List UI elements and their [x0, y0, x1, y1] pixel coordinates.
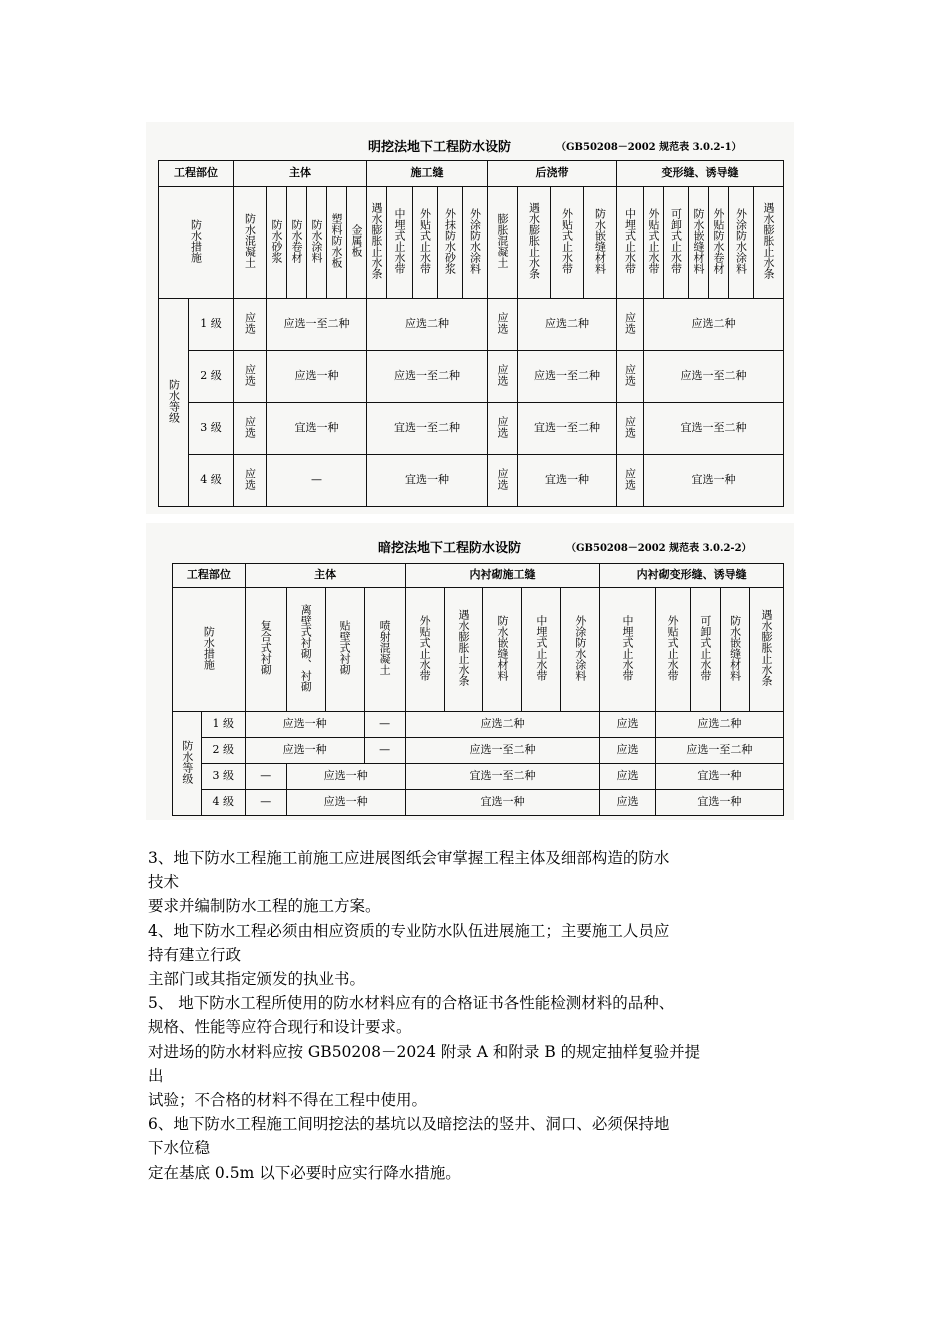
measure-cell: 贴壁式衬砌 — [325, 588, 364, 712]
open-cut-waterproofing-table — [146, 122, 794, 514]
measure-cell: 喷射混凝土 — [364, 588, 405, 712]
table1-standard: （GB50208－2002 规范表 3.0.2-1） — [556, 142, 742, 153]
measure-cell: 外涂防水涂料 — [561, 588, 600, 712]
value-cell: 应选 — [600, 712, 655, 738]
measure-cell: 外贴式止水带 — [655, 588, 690, 712]
measures-header: 防水措施 — [159, 187, 234, 299]
part-header: 工程部位 — [173, 564, 246, 588]
paragraph-line: 试验；不合格的材料不得在工程中使用。 — [148, 1091, 428, 1110]
value-cell: 应选一至二种 — [405, 738, 600, 764]
measure-cell: 防水嵌缝材料 — [689, 187, 709, 299]
measure-cell: 金属板 — [347, 187, 367, 299]
grade-header: 防水等级 — [159, 299, 189, 507]
measure-cell: 外贴防水卷材 — [709, 187, 729, 299]
value-cell: — — [245, 790, 286, 816]
measure-cell: 防水涂料 — [307, 187, 327, 299]
value-cell: 应选二种 — [405, 712, 600, 738]
value-cell: 宜选一种 — [405, 790, 600, 816]
paragraph-line: 主部门或其指定颁发的执业书。 — [148, 970, 366, 989]
value-cell: — — [364, 712, 405, 738]
table-row — [159, 455, 784, 507]
paragraph-line: 6、地下防水工程施工间明挖法的基坑以及暗挖法的竖井、洞口、必须保持地 — [148, 1115, 670, 1134]
value-cell: 应选一种 — [245, 712, 364, 738]
measure-cell: 防水嵌缝材料 — [584, 187, 617, 299]
paragraph-line: 出 — [148, 1066, 164, 1085]
value-cell: 应选 — [234, 299, 267, 351]
value-cell: 应选 — [234, 455, 267, 507]
value-cell: 应选一至二种 — [367, 351, 488, 403]
paragraph-line: 5、 地下防水工程所使用的防水材料应有的合格证书各性能检测材料的品种、 — [148, 994, 675, 1013]
group-header: 变形缝、诱导缝 — [617, 161, 784, 187]
measure-cell: 遇水膨胀止水条 — [518, 187, 551, 299]
value-cell: 宜选一至二种 — [644, 403, 784, 455]
paragraph-line: 持有建立行政 — [148, 945, 242, 964]
measures-header: 防水措施 — [173, 588, 246, 712]
value-cell: — — [364, 738, 405, 764]
measure-cell: 外贴式止水带 — [413, 187, 438, 299]
paragraph-line: 技术 — [148, 873, 180, 892]
value-cell: 宜选一种 — [518, 455, 617, 507]
table-row — [173, 712, 784, 738]
value-cell: 应选 — [600, 738, 655, 764]
table-row — [173, 738, 784, 764]
measure-cell: 外贴式止水带 — [551, 187, 584, 299]
measure-cell: 中埋式止水带 — [600, 588, 655, 712]
table2-standard: （GB50208－2002 规范表 3.0.2-2） — [566, 543, 752, 554]
measure-cell: 外涂防水涂料 — [729, 187, 754, 299]
value-cell: 应选二种 — [644, 299, 784, 351]
grade-header: 防水等级 — [173, 712, 202, 816]
value-cell: 宜选一种 — [367, 455, 488, 507]
grade-cell: 1 级 — [189, 299, 234, 351]
measure-cell: 复合式衬砌 — [245, 588, 286, 712]
value-cell: 应选二种 — [367, 299, 488, 351]
measure-cell: 遇水膨胀止水条 — [367, 187, 387, 299]
grade-cell: 3 级 — [201, 764, 245, 790]
group-header: 施工缝 — [367, 161, 488, 187]
value-cell: 应选二种 — [655, 712, 783, 738]
table-row — [159, 403, 784, 455]
paragraph-line: 下水位稳 — [148, 1139, 211, 1158]
value-cell: 宜选一种 — [655, 790, 783, 816]
measure-cell: 中埋式止水带 — [522, 588, 561, 712]
measure-cell: 塑料防水板 — [327, 187, 347, 299]
value-cell: 应选 — [234, 403, 267, 455]
value-cell: 应选 — [488, 403, 518, 455]
value-cell: 应选 — [617, 299, 644, 351]
measure-cell: 遇水膨胀止水条 — [749, 588, 783, 712]
value-cell: 应选 — [488, 351, 518, 403]
paragraph-line: 定在基底 0.5m 以下必要时应实行降水措施。 — [148, 1163, 461, 1182]
value-cell: 应选 — [617, 455, 644, 507]
measure-cell: 防水卷材 — [287, 187, 307, 299]
value-cell: 宜选一种 — [655, 764, 783, 790]
table2-title: 暗挖法地下工程防水设防 — [378, 541, 522, 556]
value-cell: 应选一种 — [286, 790, 405, 816]
value-cell: 宜选一种 — [644, 455, 784, 507]
value-cell: 应选 — [488, 299, 518, 351]
value-cell: 应选一至二种 — [644, 351, 784, 403]
value-cell: 宜选一至二种 — [518, 403, 617, 455]
group-header: 主体 — [234, 161, 367, 187]
value-cell: 应选一至二种 — [518, 351, 617, 403]
measure-cell: 外涂防水涂料 — [463, 187, 488, 299]
measure-cell: 中埋式止水带 — [617, 187, 644, 299]
table2-grid — [172, 563, 784, 816]
table-row — [159, 351, 784, 403]
value-cell: 应选 — [488, 455, 518, 507]
measure-cell: 防水嵌缝材料 — [483, 588, 522, 712]
measure-cell: 外抹防水砂浆 — [438, 187, 463, 299]
measure-cell: 膨胀混凝土 — [488, 187, 518, 299]
group-header: 主体 — [245, 564, 405, 588]
body-text — [148, 846, 798, 1185]
grade-cell: 1 级 — [201, 712, 245, 738]
part-header: 工程部位 — [159, 161, 234, 187]
value-cell: 应选 — [600, 790, 655, 816]
measure-cell: 外贴式止水带 — [405, 588, 444, 712]
measure-cell: 可卸式止水带 — [690, 588, 721, 712]
value-cell: 应选 — [234, 351, 267, 403]
measure-cell: 外贴式止水带 — [644, 187, 664, 299]
measure-cell: 防水砂浆 — [267, 187, 287, 299]
value-cell: 应选一至二种 — [655, 738, 783, 764]
value-cell: 宜选一种 — [267, 403, 367, 455]
value-cell: 应选二种 — [518, 299, 617, 351]
paragraph-line: 要求并编制防水工程的施工方案。 — [148, 897, 381, 916]
group-header: 内衬砌施工缝 — [405, 564, 600, 588]
paragraph-line: 4、地下防水工程必须由相应资质的专业防水队伍进展施工；主要施工人员应 — [148, 921, 670, 940]
grade-cell: 4 级 — [201, 790, 245, 816]
value-cell: 应选 — [617, 351, 644, 403]
table-row — [173, 764, 784, 790]
paragraph-line: 规格、性能等应符合现行和设计要求。 — [148, 1018, 412, 1037]
value-cell: 应选一种 — [245, 738, 364, 764]
value-cell: 应选 — [600, 764, 655, 790]
value-cell: — — [245, 764, 286, 790]
measure-cell: 可卸式止水带 — [664, 187, 689, 299]
measure-cell: 防水嵌缝材料 — [721, 588, 750, 712]
grade-cell: 2 级 — [201, 738, 245, 764]
grade-cell: 3 级 — [189, 403, 234, 455]
group-header: 内衬砌变形缝、诱导缝 — [600, 564, 784, 588]
paragraph-line: 对进场的防水材料应按 GB50208－2024 附录 A 和附录 B 的规定抽样复验并提 — [148, 1042, 701, 1061]
measure-cell: 遇水膨胀止水条 — [754, 187, 784, 299]
table1-title: 明挖法地下工程防水设防 — [368, 140, 512, 155]
value-cell: 应选一种 — [286, 764, 405, 790]
value-cell: — — [267, 455, 367, 507]
mined-tunnel-waterproofing-table — [146, 523, 794, 820]
paragraph-line: 3、地下防水工程施工前施工应进展图纸会审掌握工程主体及细部构造的防水 — [148, 849, 670, 867]
grade-cell: 4 级 — [189, 455, 234, 507]
grade-cell: 2 级 — [189, 351, 234, 403]
table-row — [173, 790, 784, 816]
value-cell: 应选一至二种 — [267, 299, 367, 351]
value-cell: 应选 — [617, 403, 644, 455]
table-row — [159, 299, 784, 351]
value-cell: 宜选一至二种 — [367, 403, 488, 455]
measure-cell: 中埋式止水带 — [387, 187, 413, 299]
measure-cell: 离壁式衬砌、衬砌 — [286, 588, 325, 712]
group-header: 后浇带 — [488, 161, 617, 187]
measure-cell: 防水混凝土 — [234, 187, 267, 299]
measure-cell: 遇水膨胀止水条 — [444, 588, 483, 712]
value-cell: 应选一种 — [267, 351, 367, 403]
value-cell: 宜选一至二种 — [405, 764, 600, 790]
table1-grid — [158, 160, 784, 507]
